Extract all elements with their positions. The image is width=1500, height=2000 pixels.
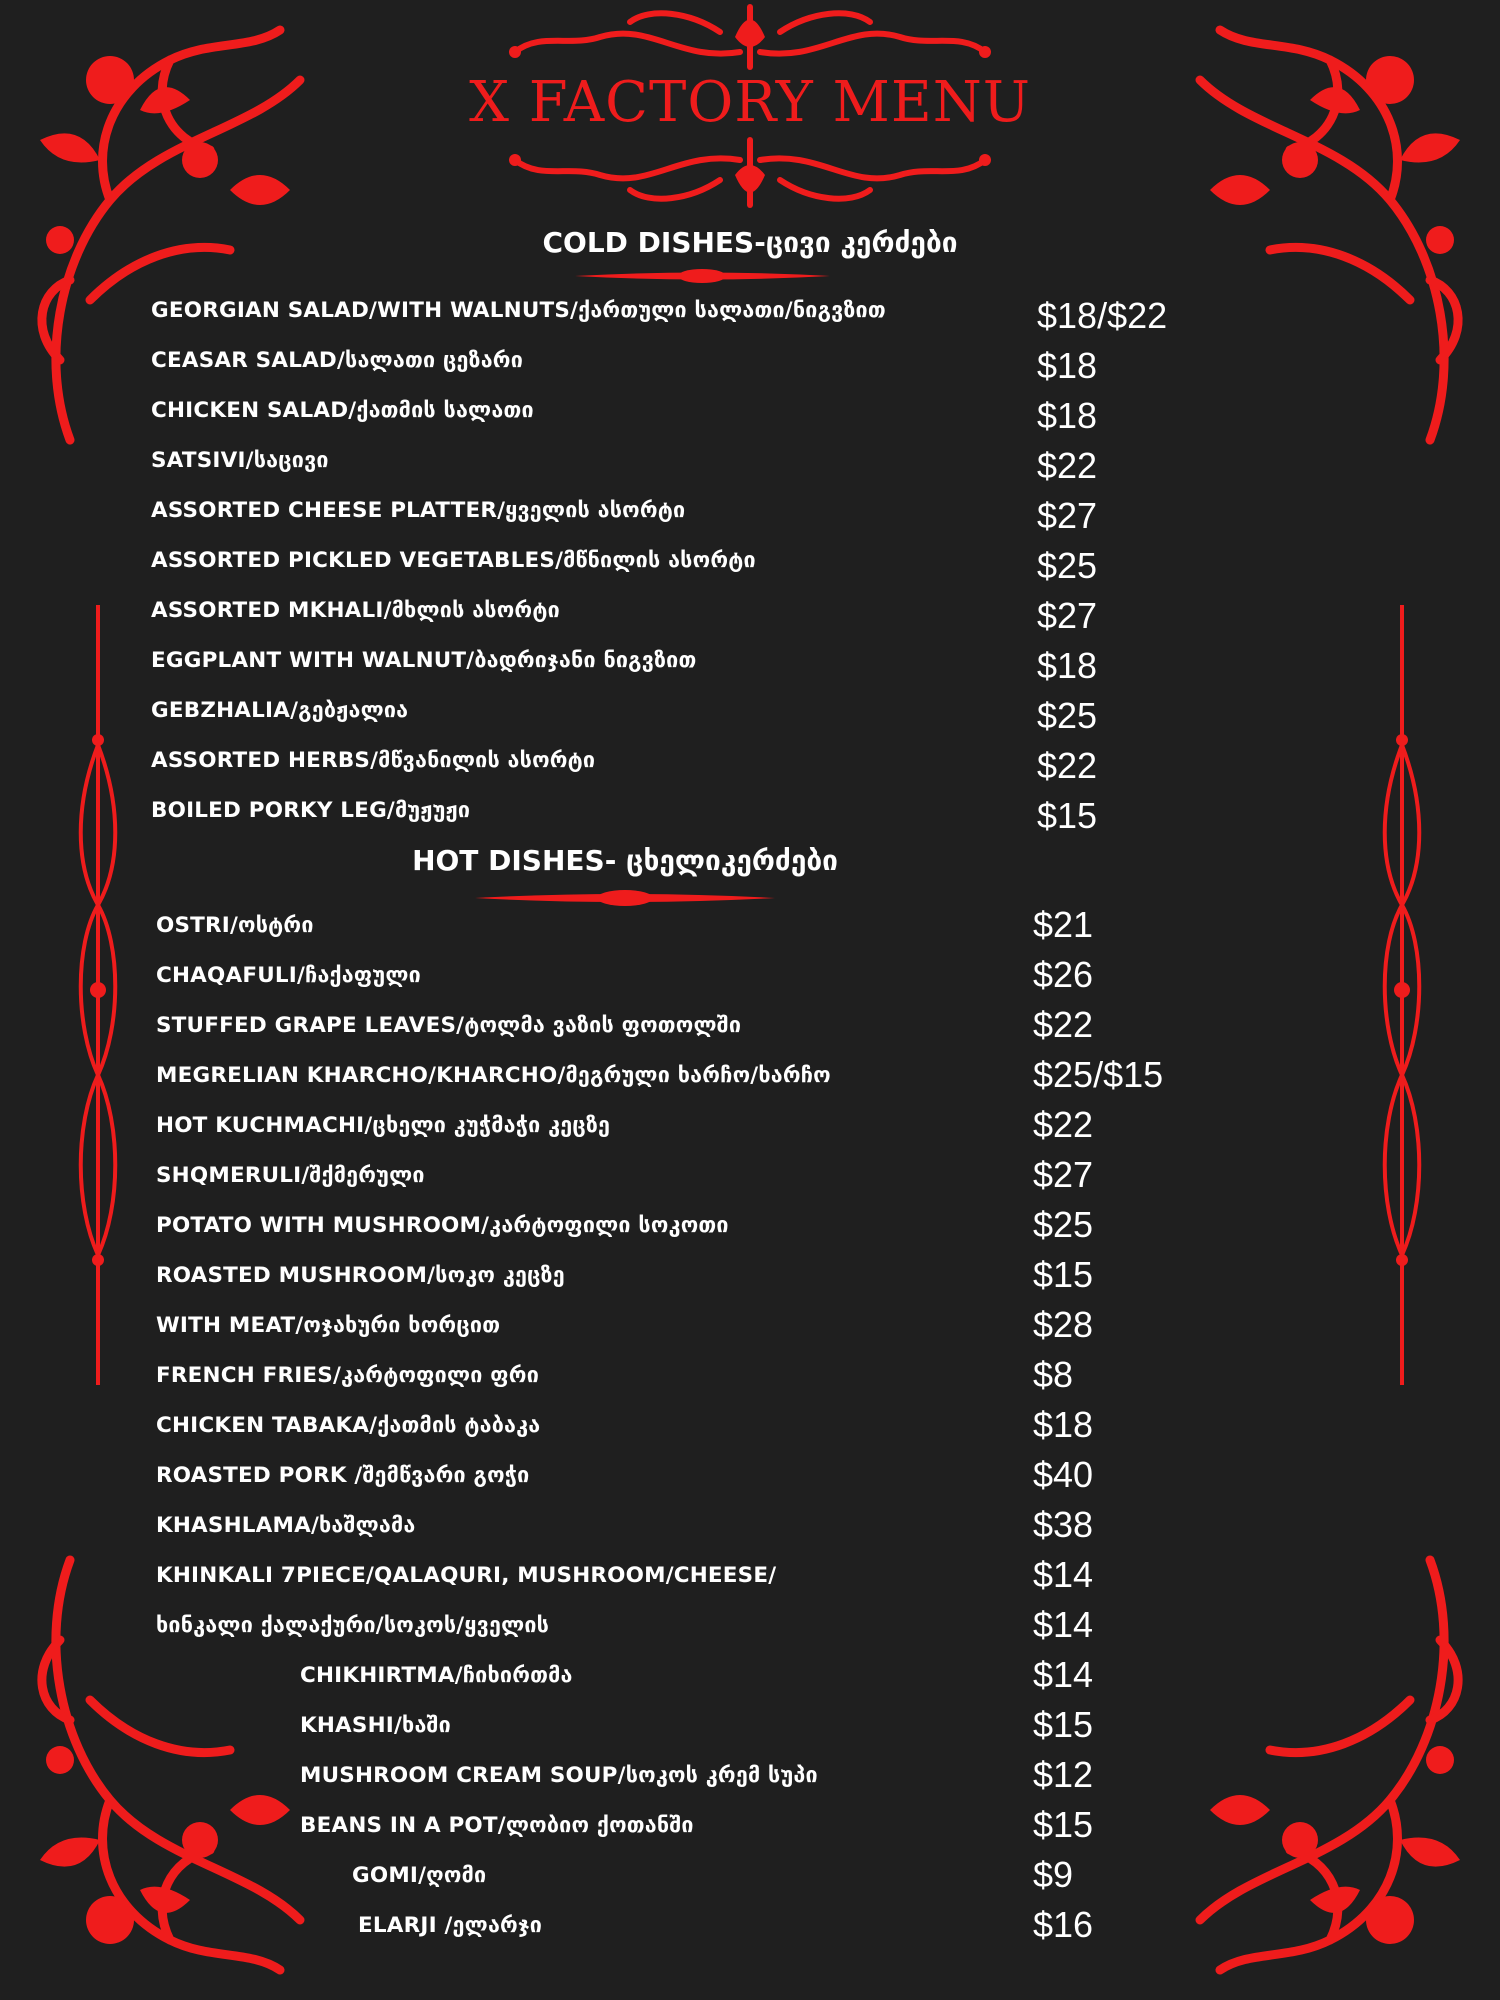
menu-item-price: $14: [1033, 1654, 1094, 1695]
cold-section-divider: [575, 266, 830, 286]
menu-item-price: $25/$15: [1033, 1054, 1164, 1095]
menu-item-name: SATSIVI/საცივი: [151, 448, 329, 473]
menu-item-name: MUSHROOM CREAM SOUP/სოკოს კრემ სუპი: [300, 1763, 818, 1788]
menu-item-price: $18: [1037, 345, 1098, 386]
menu-item-name: WITH MEAT/ოჯახური ხორცით: [156, 1313, 501, 1338]
title-flourish-bottom: [500, 135, 1000, 210]
menu-item-name: ELARJI /ელარჯი: [358, 1913, 543, 1938]
menu-item-price: $25: [1037, 545, 1098, 586]
menu-item-name: ASSORTED PICKLED VEGETABLES/მწნილის ასორტი: [151, 548, 756, 573]
menu-item-price: $27: [1037, 495, 1098, 536]
menu-item-price: $27: [1033, 1154, 1094, 1195]
menu-item-price: $14: [1033, 1554, 1094, 1595]
menu-item-price: $18: [1037, 645, 1098, 686]
menu-item-price: $12: [1033, 1754, 1094, 1795]
menu-item-name: GOMI/ღომი: [352, 1863, 487, 1888]
menu-item-name: SHQMERULI/შქმერული: [156, 1163, 425, 1188]
title-flourish-top: [500, 2, 1000, 72]
menu-item-price: $9: [1033, 1854, 1074, 1895]
cold-dishes-heading: COLD DISHES-ცივი კერძები: [542, 226, 958, 259]
menu-item-name: HOT KUCHMACHI/ცხელი კუჭმაჭი კეცზე: [156, 1113, 611, 1138]
menu-item-price: $16: [1033, 1904, 1094, 1945]
menu-item-price: $22: [1037, 445, 1098, 486]
menu-item-name: BOILED PORKY LEG/მუჟუჟი: [151, 798, 471, 823]
menu-item-price: $18/$22: [1037, 295, 1168, 336]
menu-item-price: $22: [1033, 1104, 1094, 1145]
menu-item-name: CEASAR SALAD/სალათი ცეზარი: [151, 348, 524, 373]
corner-ornament-bottom-right: [1170, 1550, 1500, 2000]
menu-item-price: $28: [1033, 1304, 1094, 1345]
menu-item-name: STUFFED GRAPE LEAVES/ტოლმა ვაზის ფოთოლში: [156, 1013, 742, 1038]
menu-item-name: FRENCH FRIES/კარტოფილი ფრი: [156, 1363, 540, 1388]
menu-item-price: $18: [1037, 395, 1098, 436]
menu-item-name: MEGRELIAN KHARCHO/KHARCHO/მეგრული ხარჩო/ხარჩო: [156, 1063, 831, 1088]
menu-item-price: $8: [1033, 1354, 1074, 1395]
menu-item-price: $26: [1033, 954, 1094, 995]
menu-item-price: $22: [1037, 745, 1098, 786]
menu-item-name: CHICKEN TABAKA/ქათმის ტაბაკა: [156, 1413, 541, 1438]
menu-item-name: GEBZHALIA/გებჟალია: [151, 698, 409, 723]
menu-item-name: ROASTED MUSHROOM/სოკო კეცზე: [156, 1263, 565, 1288]
hot-section-divider: [475, 887, 775, 909]
hot-dishes-heading: HOT DISHES- ცხელიკერძები: [412, 844, 838, 877]
menu-title: X FACTORY MENU: [469, 70, 1031, 135]
menu-item-name: POTATO WITH MUSHROOM/კარტოფილი სოკოთი: [156, 1213, 729, 1238]
menu-item-name: EGGPLANT WITH WALNUT/ბადრიჯანი ნიგვზით: [151, 648, 697, 673]
menu-item-name: ASSORTED CHEESE PLATTER/ყველის ასორტი: [151, 498, 686, 523]
menu-item-name: KHASHLAMA/ხაშლამა: [156, 1513, 416, 1538]
menu-item-price: $15: [1033, 1704, 1094, 1745]
corner-ornament-top-right: [1170, 0, 1500, 450]
menu-item-price: $14: [1033, 1604, 1094, 1645]
menu-item-name: CHIKHIRTMA/ჩიხირთმა: [300, 1663, 573, 1688]
menu-item-name: CHICKEN SALAD/ქათმის სალათი: [151, 398, 534, 423]
menu-item-price: $15: [1037, 795, 1098, 836]
side-ornament-right: [1379, 605, 1425, 1385]
menu-item-price: $21: [1033, 904, 1094, 945]
menu-item-price: $25: [1033, 1204, 1094, 1245]
menu-item-name: ხინკალი ქალაქური/სოკოს/ყველის: [156, 1613, 550, 1638]
side-ornament-left: [75, 605, 121, 1385]
menu-item-name: KHASHI/ხაში: [300, 1713, 451, 1738]
menu-item-price: $40: [1033, 1454, 1094, 1495]
corner-ornament-top-left: [0, 0, 330, 450]
menu-item-price: $15: [1033, 1804, 1094, 1845]
menu-item-name: ASSORTED HERBS/მწვანილის ასორტი: [151, 748, 596, 773]
menu-item-name: GEORGIAN SALAD/WITH WALNUTS/ქართული სალათი/ნიგვზით: [151, 298, 886, 323]
menu-item-name: OSTRI/ოსტრი: [156, 913, 314, 938]
menu-item-name: ROASTED PORK /შემწვარი გოჭი: [156, 1463, 530, 1488]
menu-item-name: KHINKALI 7PIECE/QALAQURI, MUSHROOM/CHEESE/: [156, 1563, 777, 1588]
menu-item-name: CHAQAFULI/ჩაქაფული: [156, 963, 421, 988]
menu-item-price: $18: [1033, 1404, 1094, 1445]
menu-item-name: BEANS IN A POT/ლობიო ქოთანში: [300, 1813, 694, 1838]
menu-item-price: $25: [1037, 695, 1098, 736]
menu-item-price: $27: [1037, 595, 1098, 636]
menu-item-price: $38: [1033, 1504, 1094, 1545]
menu-item-price: $22: [1033, 1004, 1094, 1045]
menu-item-name: ASSORTED MKHALI/მხლის ასორტი: [151, 598, 560, 623]
menu-item-price: $15: [1033, 1254, 1094, 1295]
